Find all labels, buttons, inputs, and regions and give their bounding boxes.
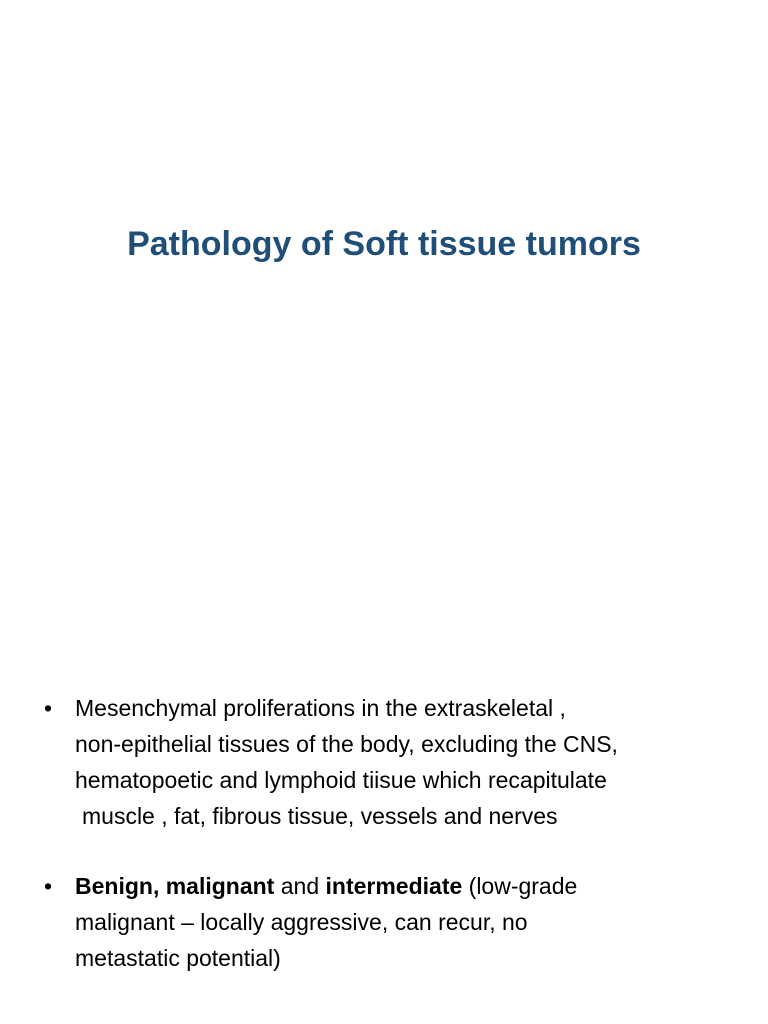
- bullet-line: [75, 868, 744, 904]
- bullet-item-definition: [44, 690, 744, 834]
- bullet-line: hematopoetic and lymphoid tiisue which recapitulate: [75, 767, 607, 793]
- parenthetical-text: (low-grade: [462, 873, 578, 899]
- bold-term-benign-malignant: Benign, malignant: [75, 873, 275, 899]
- bullet-list: [44, 690, 744, 976]
- bold-term-intermediate: intermediate: [325, 873, 463, 899]
- bullet-line: muscle , fat, fibrous tissue, vessels and nerves: [82, 803, 558, 829]
- bullet-line: metastatic potential): [75, 945, 281, 971]
- bullet-item-categories: [44, 868, 744, 976]
- bullet-line: malignant – locally aggressive, can recur, no: [75, 909, 528, 935]
- bullet-line: Mesenchymal proliferations in the extraskeletal ,: [75, 695, 566, 721]
- bullet-text-definition: [75, 690, 744, 834]
- bullet-text-categories: [75, 868, 744, 976]
- connector-text: and: [274, 873, 326, 899]
- bullet-dot-icon: •: [44, 873, 53, 899]
- bullet-line: non-epithelial tissues of the body, excluding the CNS,: [75, 731, 618, 757]
- bullet-dot-icon: •: [44, 695, 53, 721]
- slide-title: Pathology of Soft tissue tumors: [127, 225, 641, 263]
